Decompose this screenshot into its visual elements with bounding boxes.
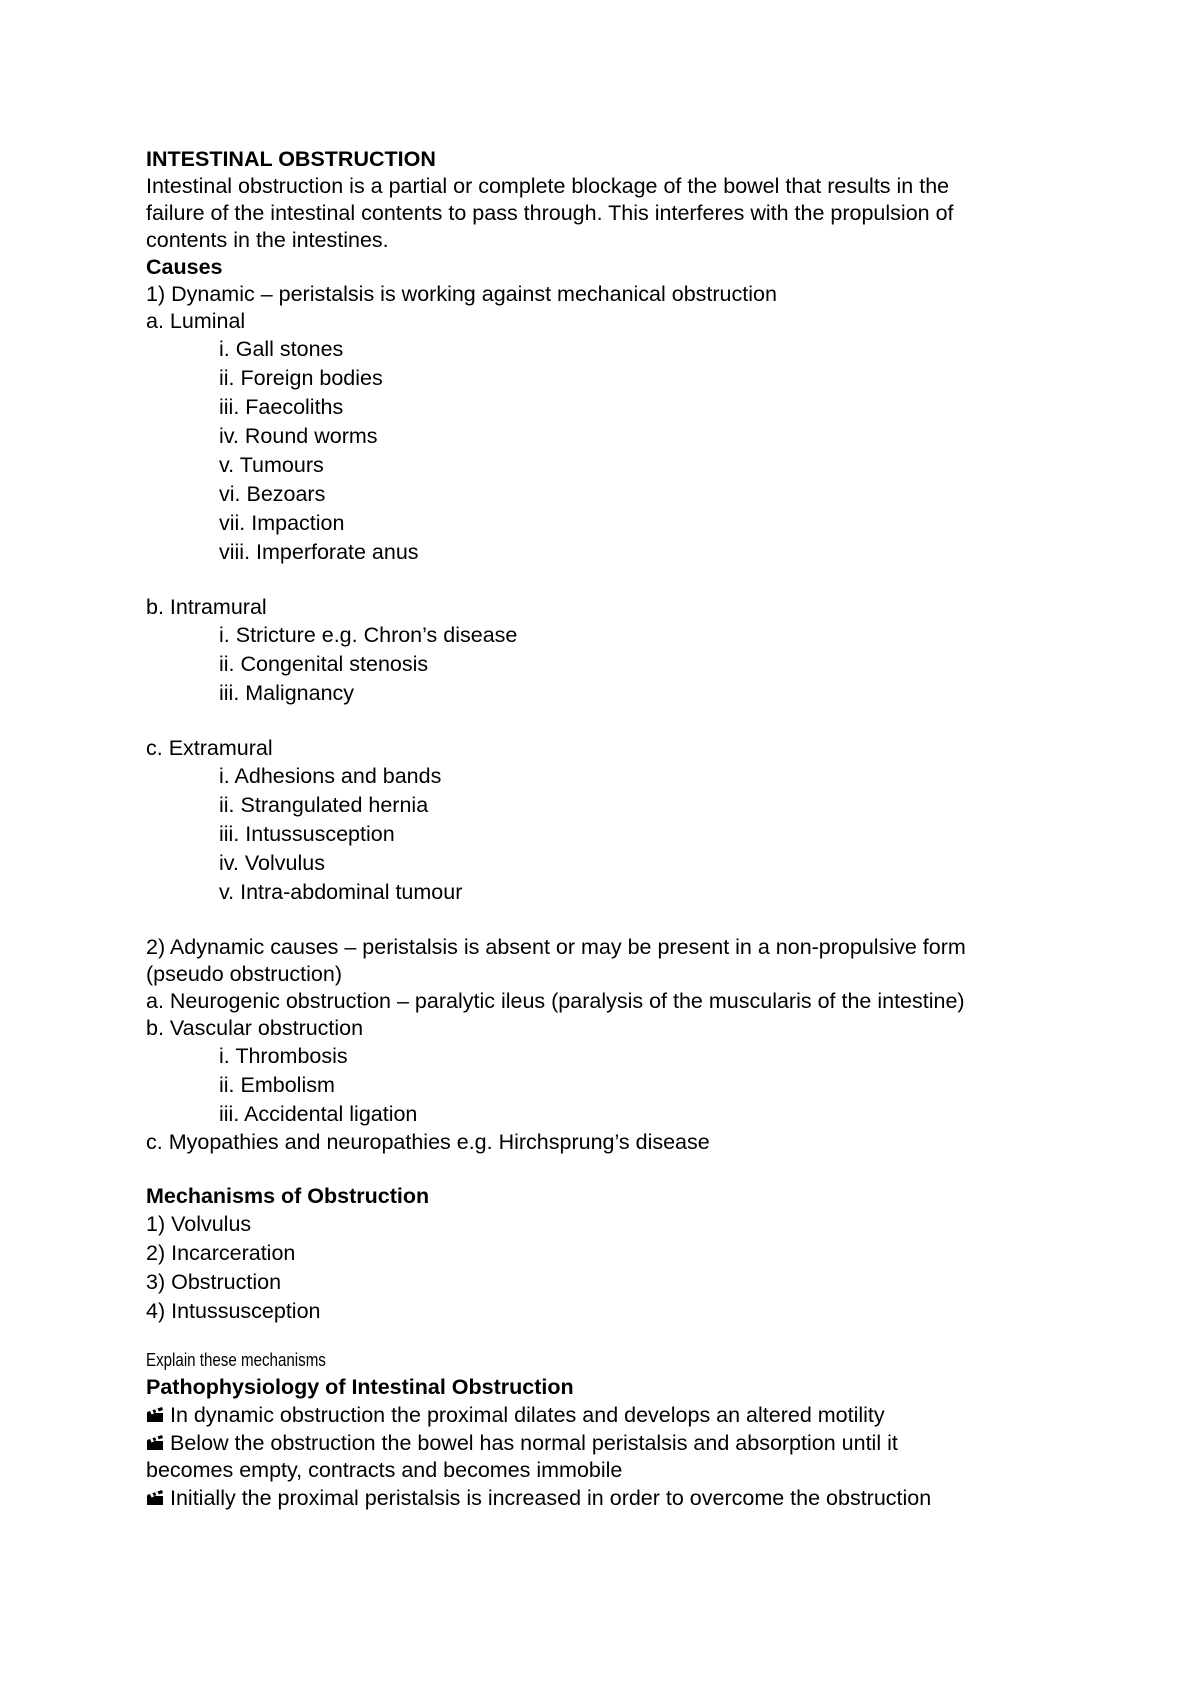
explain-note: Explain these mechanisms (146, 1350, 326, 1370)
list-item: v. Intra-abdominal tumour (219, 880, 463, 904)
list-item: iii. Faecoliths (219, 395, 344, 419)
list-item: 2) Incarceration (146, 1241, 296, 1265)
document-title: INTESTINAL OBSTRUCTION (146, 147, 436, 171)
list-item: iii. Accidental ligation (219, 1102, 418, 1126)
list-item: viii. Imperforate anus (219, 540, 419, 564)
list-item: ii. Strangulated hernia (219, 793, 429, 817)
list-item: vii. Impaction (219, 511, 345, 535)
spacer (146, 1326, 1106, 1342)
list-item: ii. Congenital stenosis (219, 652, 429, 676)
list-item: 4) Intussusception (146, 1299, 321, 1323)
document-page (146, 146, 1106, 1512)
list-item: i. Gall stones (219, 337, 344, 361)
list-item: ii. Foreign bodies (219, 366, 383, 390)
dynamic-causes: 1) Dynamic – peristalsis is working against mechanical obstruction (146, 282, 777, 306)
list-item: In dynamic obstruction the proximal dilates and develops an altered motility (146, 1401, 1106, 1429)
adynamic-causes-cont: (pseudo obstruction) (146, 962, 342, 986)
vascular-label: b. Vascular obstruction (146, 1016, 364, 1040)
spacer (146, 907, 1106, 934)
list-item: Initially the proximal peristalsis is increased in order to overcome the obstruction (146, 1484, 1106, 1512)
list-item: i. Stricture e.g. Chron’s disease (219, 623, 518, 647)
luminal-label: a. Luminal (146, 309, 246, 333)
pathophysiology-heading: Pathophysiology of Intestinal Obstruction (146, 1375, 574, 1399)
list-item: ii. Embolism (219, 1073, 335, 1097)
neurogenic-obstruction: a. Neurogenic obstruction – paralytic ileus (paralysis of the muscularis of the intestine) (146, 989, 965, 1013)
intro-paragraph: Intestinal obstruction is a partial or complete blockage of the bowel that results in the failure of the intestinal contents to pass through. This interferes with the propulsion of contents in the intestines. (146, 174, 954, 252)
myopathies-item: c. Myopathies and neuropathies e.g. Hirchsprung’s disease (146, 1130, 710, 1154)
intramural-label: b. Intramural (146, 595, 267, 619)
list-item: i. Adhesions and bands (219, 764, 442, 788)
list-item: iii. Malignancy (219, 681, 355, 705)
list-item: 1) Volvulus (146, 1212, 252, 1236)
clapperboard-icon (146, 1406, 164, 1423)
list-item: iii. Intussusception (219, 822, 395, 846)
list-item: iv. Round worms (219, 424, 378, 448)
clapperboard-icon (146, 1434, 164, 1451)
spacer (146, 1156, 1106, 1183)
mechanisms-heading: Mechanisms of Obstruction (146, 1184, 430, 1208)
list-item: iv. Volvulus (219, 851, 325, 875)
extramural-label: c. Extramural (146, 736, 273, 760)
list-item: vi. Bezoars (219, 482, 326, 506)
spacer (146, 567, 1106, 594)
causes-heading: Causes (146, 255, 223, 279)
list-item: v. Tumours (219, 453, 324, 477)
list-item: i. Thrombosis (219, 1044, 348, 1068)
list-item-cont: becomes empty, contracts and becomes immobile (146, 1458, 623, 1482)
clapperboard-icon (146, 1489, 164, 1506)
adynamic-causes: 2) Adynamic causes – peristalsis is absent or may be present in a non-propulsive form (146, 935, 966, 959)
list-item: 3) Obstruction (146, 1270, 282, 1294)
list-item: Below the obstruction the bowel has normal peristalsis and absorption until it (146, 1429, 1106, 1457)
spacer (146, 708, 1106, 735)
